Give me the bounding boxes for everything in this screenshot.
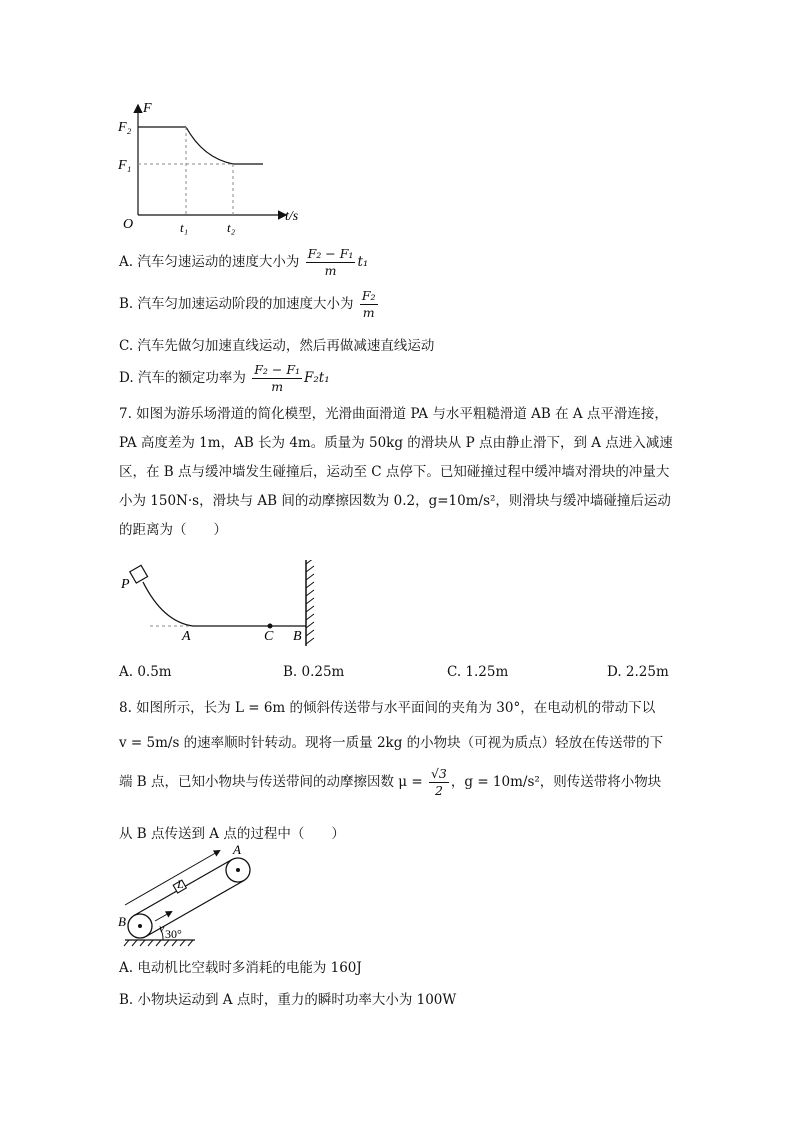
label-a: A [182,629,191,644]
q6-option-d-text: D. 汽车的额定功率为 [119,370,246,386]
q7-stem: 7. 如图为游乐场滑道的简化模型，光滑曲面滑道 PA 与水平粗糙滑道 AB 在 A 点平滑连接，PA 高度差为 1m，AB 长为 4m。质量为 50kg 的滑块从 P 点由静止滑下，到 A 点进入减速区，在 B 点与缓冲墙发生碰撞后，运动至 C 点停下。已知碰撞过程中缓冲墙对滑块的冲量大小为 150N·s，滑块与 AB 间的动摩擦因数为 0.2，g=10m/s²，则滑块与缓冲墙碰撞后运动的距离为（ ） [119,406,673,538]
t2-label: t₂ [227,220,236,235]
q8-line-3 [119,766,661,799]
q6-option-a-fraction: $\frac{\text{F₂ − F₁}}{m}$ [307,246,354,278]
q6-option-d [119,362,330,395]
q6-option-a [119,246,368,279]
axis-x-label: t/s [285,209,299,224]
conveyor-diagram [115,842,265,947]
slide-diagram [118,560,328,650]
force-time-graph [115,98,315,238]
f1-label: F₁ [118,158,132,173]
t1-label: t₁ [180,220,189,235]
label-p: P [121,577,130,592]
slider-block [130,565,148,583]
label-a: A [233,842,241,857]
q8-line-4: 从 B 点传送到 A 点的过程中（ ） [119,826,345,842]
q6-option-b-text: B. 汽车匀加速运动阶段的加速度大小为 [119,296,354,312]
q7-option-d: D. 2.25m [607,664,669,680]
length-arrow [125,851,219,905]
origin-label: O [123,217,134,232]
mu-fraction: $\frac{√3}{2}$ [430,766,447,798]
label-l: L [177,877,184,891]
ground-hatching [124,940,193,946]
label-v: v [159,921,165,935]
q6-option-c: C. 汽车先做匀加速直线运动，然后再做减速直线运动 [119,338,435,354]
q6-option-d-fraction: $\frac{\text{F₂ − F₁}}{m}$ [254,362,301,394]
q6-option-b [119,288,380,321]
q7-option-b: B. 0.25m [283,664,345,680]
label-b: B [118,914,126,929]
q8-option-a: A. 电动机比空载时多消耗的电能为 160J [119,960,362,976]
f2-label: F₂ [118,120,132,135]
wall-hatching [306,560,314,644]
label-angle: 30° [165,927,182,941]
q6-option-b-fraction: $\frac{\text{F₂}}{m}$ [361,288,376,320]
label-b: B [293,629,302,644]
q7-option-c: C. 1.25m [447,664,509,680]
q6-option-a-suffix: t₁ [357,254,369,270]
q7-option-a: A. 0.5m [119,664,172,680]
label-c: C [264,629,274,644]
q8-line-1: 8. 如图所示，长为 L = 6m 的倾斜传送带与水平面间的夹角为 30°，在电动机的带动下以 [119,700,656,716]
q8-line-3-text: 端 B 点，已知小物块与传送带间的动摩擦因数 μ = [119,774,423,790]
axis-y-label: F [143,101,152,116]
slide-track [143,582,306,626]
q8-line-3-suffix: ，g = 10m/s²，则传送带将小物块 [450,774,662,790]
decay-curve [186,127,233,164]
point-c [268,624,273,629]
velocity-arrow [155,912,171,921]
q8-line-2: v = 5m/s 的速率顺时针转动。现将一质量 2kg 的小物块（可视为质点）轻放在传送带的下 [119,735,664,751]
q8-option-b: B. 小物块运动到 A 点时，重力的瞬时功率大小为 100W [119,992,457,1008]
q6-option-a-text: A. 汽车匀速运动的速度大小为 [119,254,300,270]
q6-option-d-suffix: F₂t₁ [304,370,330,386]
